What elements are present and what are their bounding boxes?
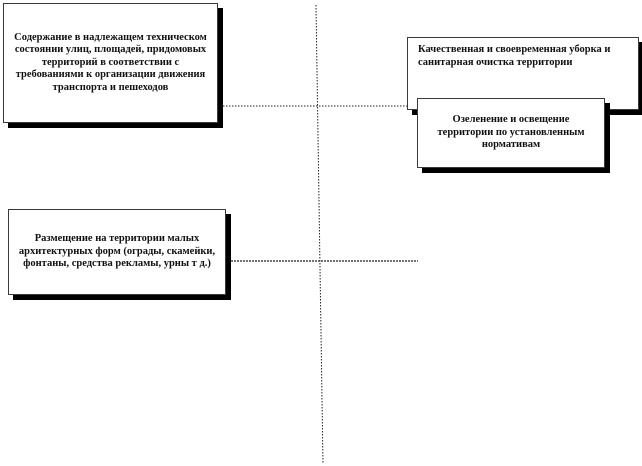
box-technical-condition-text: Содержание в надлежащем техническом состоянии улиц, площадей, придомовых территорий в соответствии с требованиями к организации движения транспорта и пешеходов: [14, 31, 207, 93]
box-technical-condition: [3, 3, 218, 123]
box-cleaning-text: Качественная и своевременная уборка и санитарная очистка территории: [418, 44, 611, 68]
box-greening-lighting-text: Озеленение и освещение территории по установленным нормативам: [437, 114, 585, 151]
central-vertical-axis: [316, 5, 323, 464]
box-small-architecture-text: Размещение на территории малых архитектурных форм (ограды, скамейки, фонтаны, средства рекламы, урны т д.): [18, 233, 216, 270]
box-small-architecture: [8, 209, 226, 295]
box-greening-lighting: [417, 98, 605, 168]
